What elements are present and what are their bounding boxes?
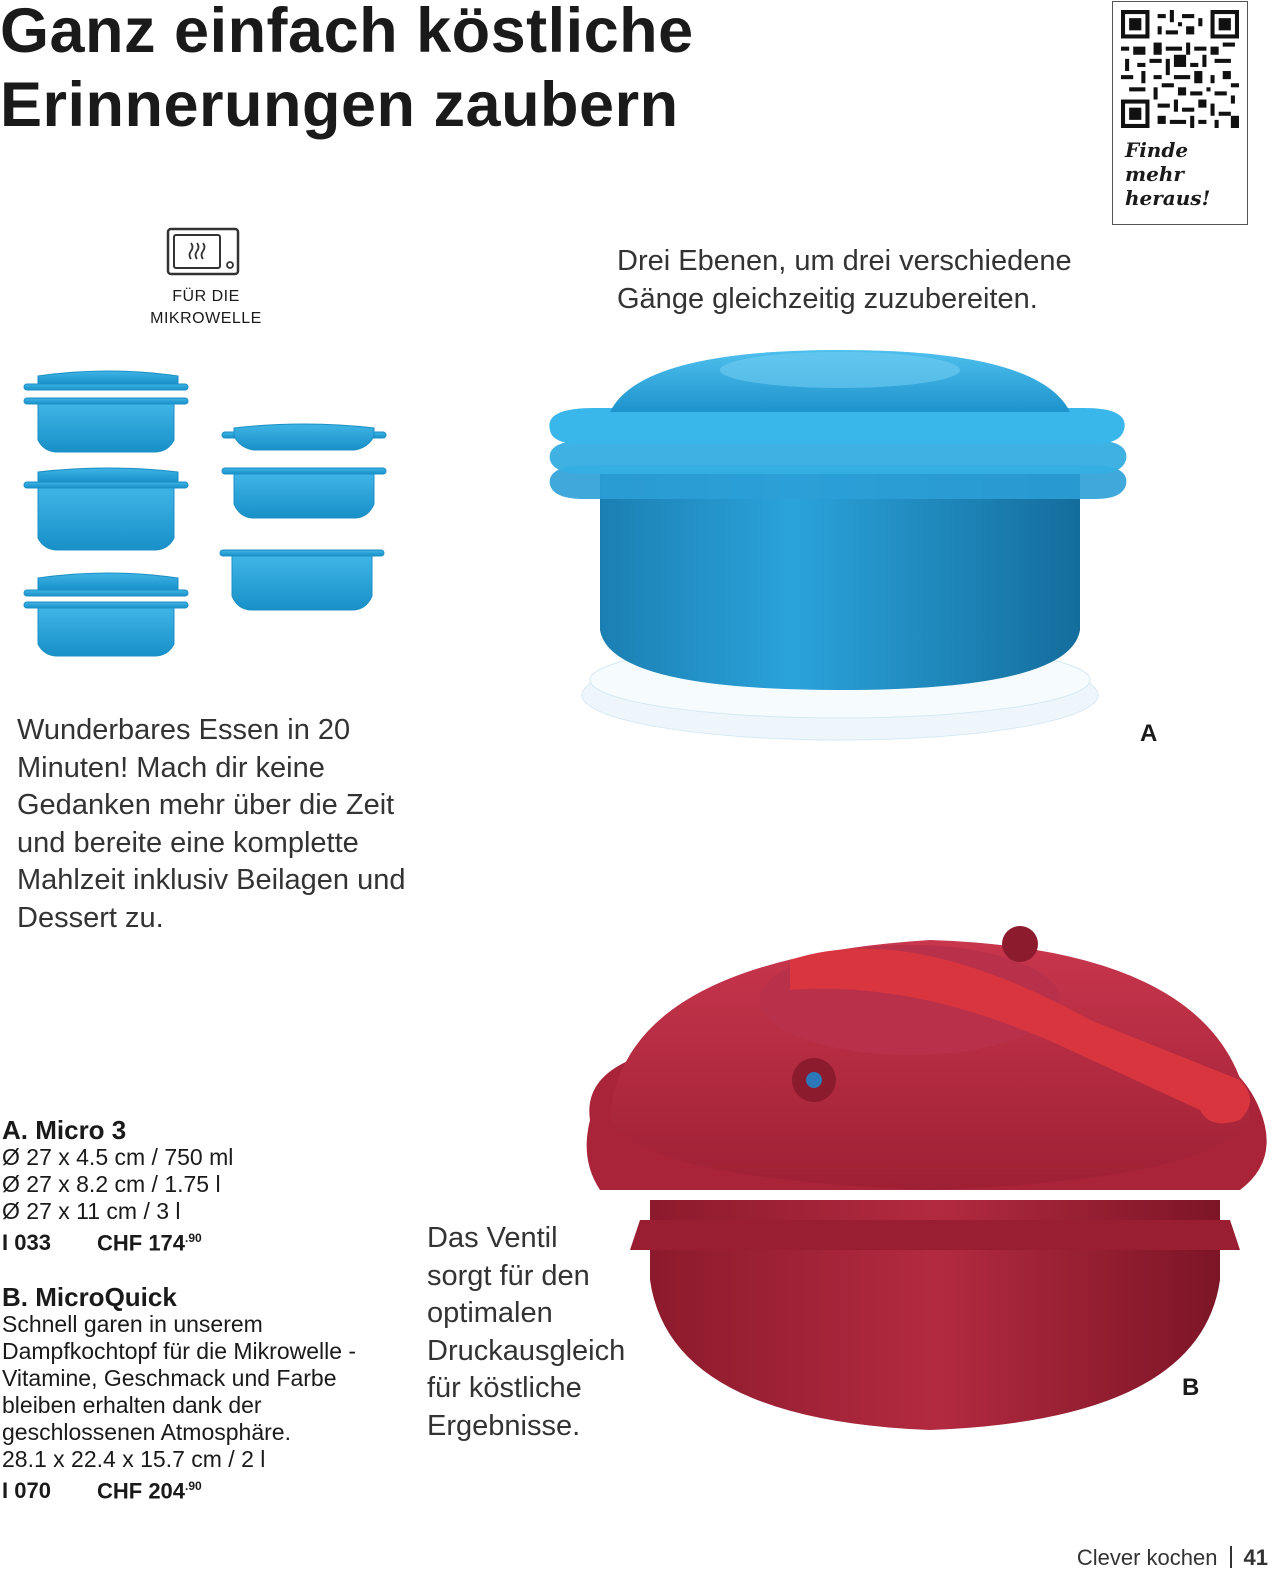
product-b-desc-1: Schnell garen in unserem	[2, 1311, 263, 1337]
valve-line-3: optimalen	[427, 1297, 553, 1329]
qr-caption	[1125, 138, 1210, 210]
product-b-info	[2, 1283, 356, 1504]
product-a-spec-2: Ø 27 x 8.2 cm / 1.75 l	[2, 1171, 221, 1197]
footer-section: Clever kochen	[1076, 1545, 1218, 1570]
microwave-label-line-2: MIKROWELLE	[150, 310, 262, 327]
microwave-label-line-1: FÜR DIE	[172, 288, 240, 305]
product-b-size: 28.1 x 22.4 x 15.7 cm / 2 l	[2, 1446, 266, 1472]
intro-line-4: und bereite eine komplette	[17, 826, 359, 859]
product-a-info	[2, 1116, 233, 1256]
page-number: 41	[1243, 1545, 1268, 1570]
product-b-desc-5: geschlossenen Atmosphäre.	[2, 1419, 291, 1445]
valve-line-1: Das Ventil	[427, 1222, 558, 1254]
microwave-icon	[166, 227, 242, 277]
page-title	[0, 0, 694, 142]
product-a-spec-1: Ø 27 x 4.5 cm / 750 ml	[2, 1144, 234, 1170]
intro-line-3: Gedanken mehr über die Zeit	[17, 789, 395, 821]
qr-caption-line-3: heraus!	[1125, 186, 1211, 210]
product-a-heading: A. Micro 3	[2, 1115, 127, 1145]
intro-line-1: Wunderbares Essen in 20	[17, 714, 351, 746]
qr-caption-line-2: mehr	[1125, 162, 1184, 186]
title-line-1: Ganz einfach köstliche	[0, 0, 694, 66]
intro-line-5: Mahlzeit inklusiv Beilagen und	[17, 864, 406, 896]
microwave-label	[120, 286, 292, 330]
qr-code-box[interactable]	[1112, 1, 1248, 225]
intro-line-6: Dessert zu.	[17, 901, 164, 934]
valve-line-2: sorgt für den	[427, 1259, 590, 1292]
tagline-line-2: Gänge gleichzeitig zuzubereiten.	[617, 283, 1038, 315]
title-line-2: Erinnerungen zaubern	[0, 70, 679, 140]
valve-text	[427, 1220, 625, 1445]
product-a-price-row	[2, 1225, 233, 1256]
product-a-code: I 033	[2, 1230, 51, 1256]
product-b-cents: .90	[185, 1479, 202, 1493]
product-a-tagline	[617, 242, 1072, 318]
image-label-a: A	[1140, 720, 1158, 747]
product-b-desc-2: Dampfkochtopf für die Mikrowelle -	[2, 1338, 357, 1364]
product-b-price-row	[2, 1473, 356, 1504]
product-b-heading: B. MicroQuick	[2, 1282, 177, 1312]
product-a-cents: .90	[185, 1231, 202, 1245]
qr-caption-line-1: Finde	[1125, 138, 1189, 162]
image-label-b: B	[1182, 1374, 1200, 1401]
valve-line-4: Druckausgleich	[427, 1334, 626, 1367]
footer-divider	[1230, 1546, 1232, 1568]
microquick-image	[580, 920, 1280, 1440]
product-a-price: CHF 174	[97, 1230, 186, 1256]
qr-code-icon	[1121, 10, 1239, 128]
intro-line-2: Minuten! Mach dir keine	[17, 751, 325, 784]
product-a-spec-3: Ø 27 x 11 cm / 3 l	[2, 1198, 181, 1224]
intro-text	[17, 712, 457, 937]
product-b-code: I 070	[2, 1478, 51, 1504]
product-b-price: CHF 204	[97, 1478, 186, 1504]
valve-line-6: Ergebnisse.	[427, 1409, 581, 1442]
product-b-desc-3: Vitamine, Geschmack und Farbe	[2, 1365, 337, 1391]
valve-line-5: für köstliche	[427, 1372, 582, 1404]
product-b-desc-4: bleiben erhalten dank der	[2, 1392, 262, 1418]
tagline-line-1: Drei Ebenen, um drei verschiedene	[617, 245, 1072, 277]
micro3-parts-image	[20, 368, 392, 672]
micro3-main-image	[540, 340, 1130, 760]
